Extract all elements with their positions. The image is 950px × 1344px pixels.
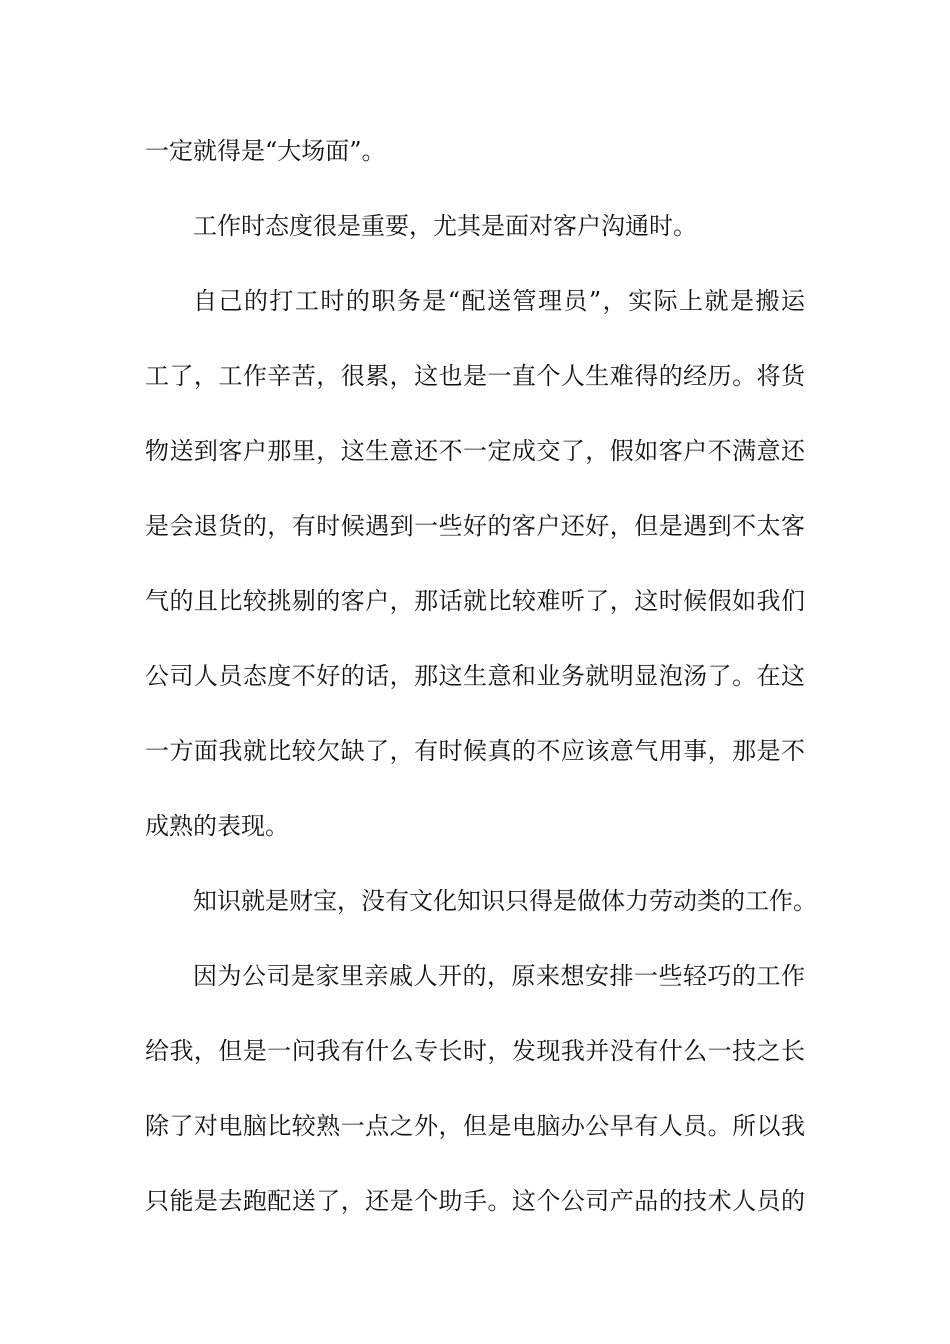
text-line: 公司人员态度不好的话，那这生意和业务就明显泡汤了。在这 — [145, 662, 805, 690]
text-line: 成熟的表现。 — [145, 812, 289, 840]
text-line: 一定就得是“大场面”。 — [145, 137, 386, 165]
text-line: 一方面我就比较欠缺了，有时候真的不应该意气用事，那是不 — [145, 737, 805, 765]
text-line: 除了对电脑比较熟一点之外，但是电脑办公早有人员。所以我 — [145, 1112, 805, 1140]
text-line: 只能是去跑配送了，还是个助手。这个公司产品的技术人员的 — [145, 1187, 805, 1215]
text-line: 知识就是财宝，没有文化知识只得是做体力劳动类的工作。 — [193, 887, 817, 915]
text-line: 是会退货的，有时候遇到一些好的客户还好，但是遇到不太客 — [145, 512, 805, 540]
text-line: 工作时态度很是重要，尤其是面对客户沟通时。 — [193, 212, 697, 240]
text-line: 自己的打工时的职务是“配送管理员”，实际上就是搬运 — [193, 287, 805, 315]
text-line: 给我，但是一问我有什么专长时，发现我并没有什么一技之长 — [145, 1037, 805, 1065]
text-line: 因为公司是家里亲戚人开的，原来想安排一些轻巧的工作 — [193, 962, 805, 990]
text-line: 工了，工作辛苦，很累，这也是一直个人生难得的经历。将货 — [145, 362, 805, 390]
text-line: 气的且比较挑剔的客户，那话就比较难听了，这时候假如我们 — [145, 587, 805, 615]
text-line: 物送到客户那里，这生意还不一定成交了，假如客户不满意还 — [145, 437, 805, 465]
